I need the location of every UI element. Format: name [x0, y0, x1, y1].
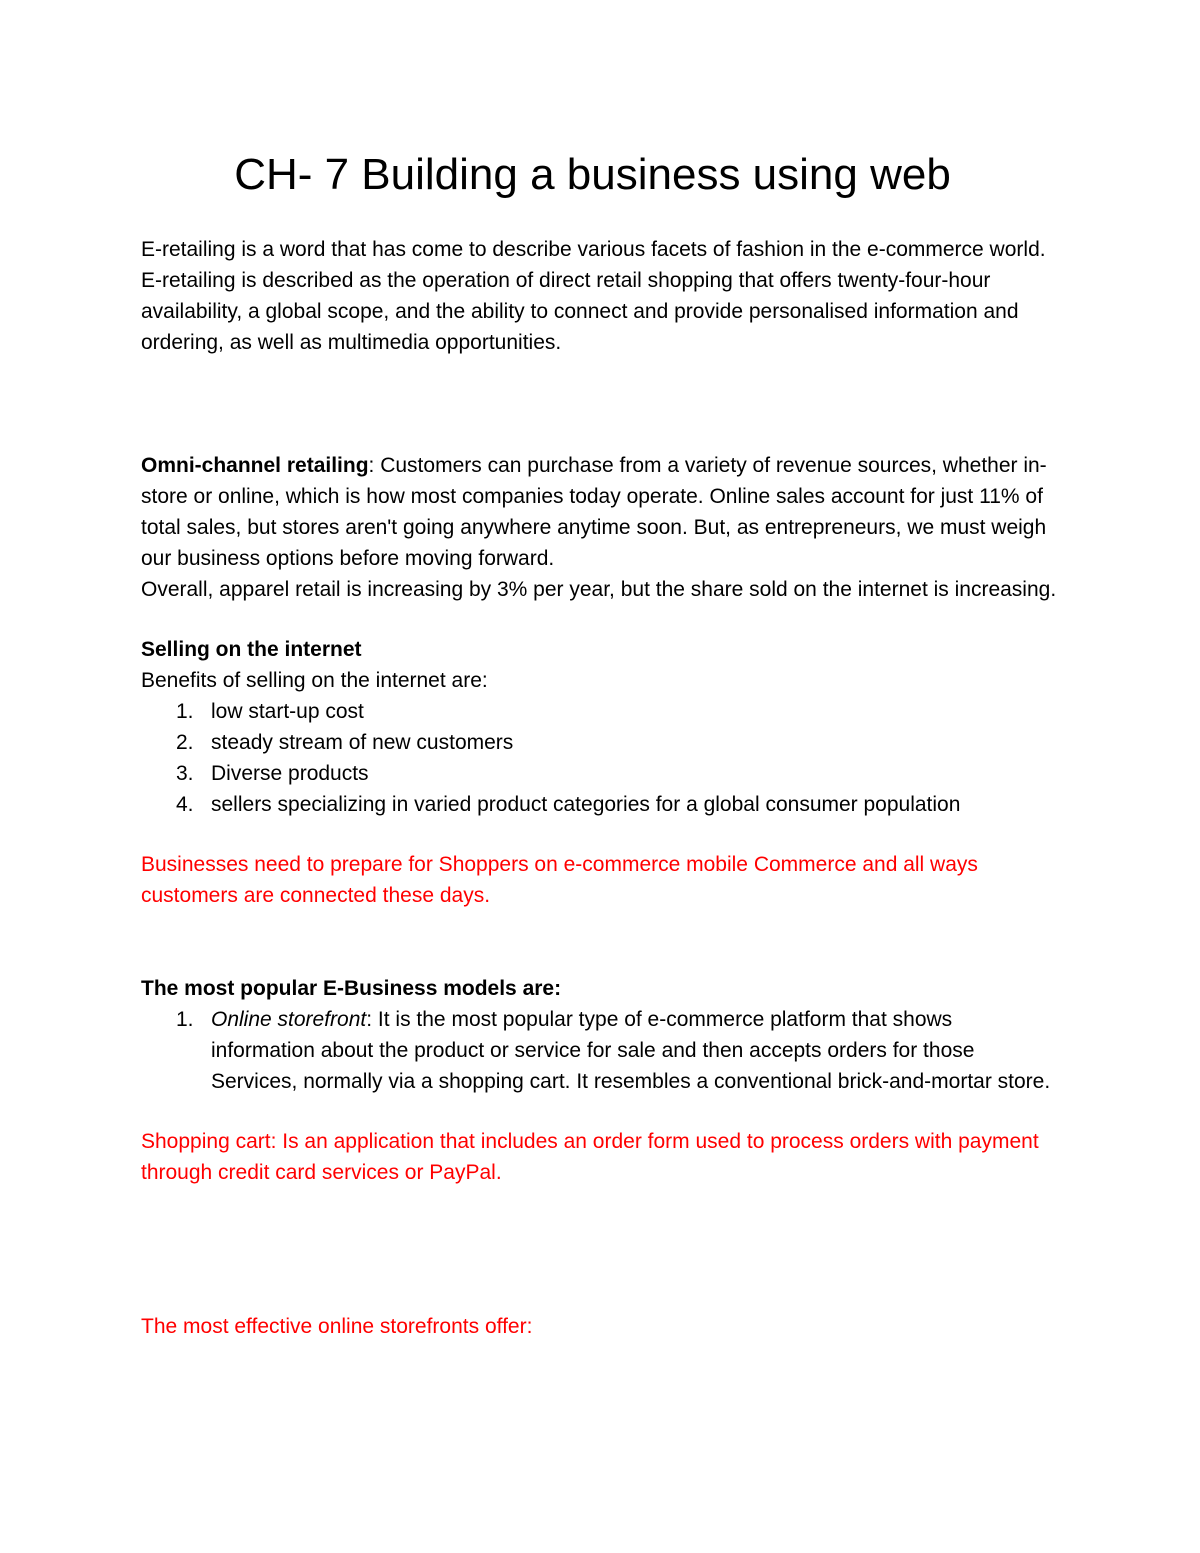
list-number: 3.: [176, 762, 194, 785]
omni-channel-text: : Customers can purchase from a variety of revenue sources, whether in-store or online, which is how most companies today operate. Online sales account for just 11% of total sales, but stores aren't going anywhere anytime soon. But, as entrepreneurs, we must weigh our business options before moving forward.: [141, 454, 1047, 570]
models-list: [141, 1004, 1061, 1097]
mobile-commerce-note: Businesses need to prepare for Shoppers on e-commerce mobile Commerce and all ways customers are connected these days.: [141, 853, 978, 907]
list-item: [141, 789, 1061, 820]
benefits-list: [141, 696, 1061, 820]
omni-channel-paragraph-2: Overall, apparel retail is increasing by 3% per year, but the share sold on the internet is increasing.: [141, 578, 1057, 601]
shopping-cart-note: Shopping cart: Is an application that includes an order form used to process orders with payment through credit card services or PayPal.: [141, 1130, 1039, 1184]
omni-channel-paragraph: [141, 450, 1061, 574]
selling-intro: Benefits of selling on the internet are:: [141, 669, 488, 692]
list-text: sellers specializing in varied product categories for a global consumer population: [211, 793, 961, 816]
storefronts-note: The most effective online storefronts offer:: [141, 1315, 533, 1338]
model-text: : It is the most popular type of e-commerce platform that shows information about the product or service for sale and then accepts orders for those Services, normally via a shopping cart. It resembles a conventional brick-and-mortar store.: [211, 1008, 1051, 1093]
list-number: 1.: [176, 700, 194, 723]
document-body: [141, 234, 1061, 1342]
page-title: CH- 7 Building a business using web: [234, 150, 951, 199]
selling-heading: Selling on the internet: [141, 638, 362, 661]
list-item: [141, 727, 1061, 758]
list-item: [141, 758, 1061, 789]
list-number: 4.: [176, 793, 194, 816]
intro-paragraph-2: E-retailing is described as the operation of direct retail shopping that offers twenty-four-hour availability, a global scope, and the ability to connect and provide personalised information and ordering, as well as multimedia opportunities.: [141, 269, 1019, 354]
models-heading: The most popular E-Business models are:: [141, 977, 562, 1000]
list-number: 1.: [176, 1008, 194, 1031]
list-item: [141, 696, 1061, 727]
model-term: Online storefront: [211, 1008, 367, 1031]
list-number: 2.: [176, 731, 194, 754]
intro-paragraph-1: E-retailing is a word that has come to describe various facets of fashion in the e-commerce world.: [141, 238, 1046, 261]
list-text: low start-up cost: [211, 700, 364, 723]
list-text: Diverse products: [211, 762, 369, 785]
list-item: [141, 1004, 1061, 1097]
omni-channel-label: Omni-channel retailing: [141, 454, 369, 477]
list-text: steady stream of new customers: [211, 731, 514, 754]
